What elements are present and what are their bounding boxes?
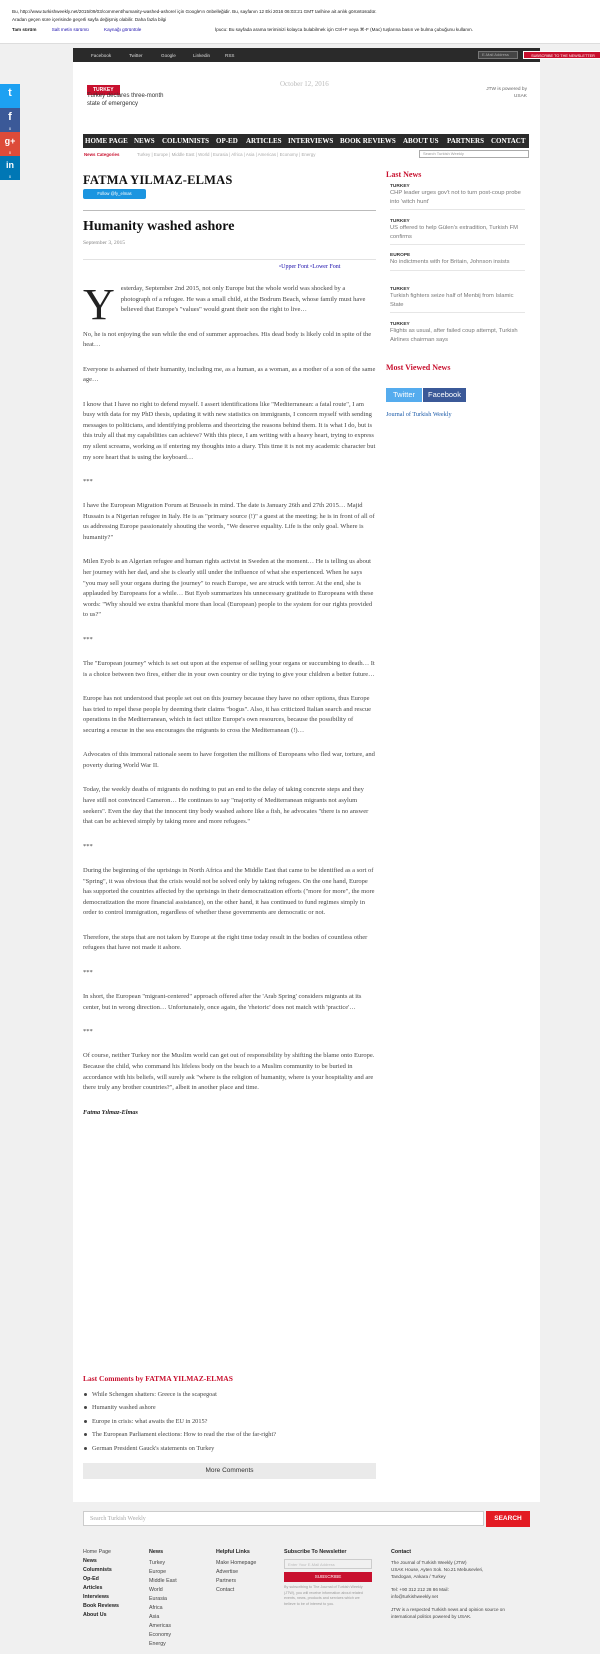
more-comments-button[interactable]: More Comments: [83, 1463, 376, 1479]
twitter-follow-label: Follow @fy_elmas: [97, 191, 132, 196]
cache-banner: [0, 0, 600, 44]
text-only-link[interactable]: Salt metin sürümü: [51, 27, 89, 32]
font-size-controls: [279, 264, 340, 270]
contact-name: The Journal of Turkish Weekly (JTW): [391, 1560, 467, 1565]
author-name[interactable]: FATMA YILMAZ-ELMAS: [83, 173, 233, 187]
section-separator: ***: [83, 842, 93, 850]
news-headline[interactable]: US offered to help Gülen's extradition, Turkish FM confirms: [390, 225, 518, 240]
share-count: 0: [8, 126, 12, 131]
last-comments-title: Last Comments by FATMA YILMAZ-ELMAS: [83, 1374, 233, 1383]
main-nav: [83, 134, 529, 148]
footer-link[interactable]: Europe: [149, 1569, 167, 1575]
news-headline[interactable]: Turkish fighters seize half of Menbij from Islamic State: [390, 293, 514, 308]
divider: [390, 209, 525, 210]
news-category: TURKEY: [390, 287, 410, 292]
nav-contact[interactable]: CONTACT: [491, 137, 526, 145]
nav-about-us[interactable]: ABOUT US: [403, 137, 439, 145]
article-paragraph: I have the European Migration Forum at Brussels in mind. The date is January 26th and 27th 2015… Majid Hussain is a Nigerian refugee in Italy. He is as "primary source (!)" a guest at the meeting; he is in front of all of us addressing Europe passionately shouting the words, "We deserve equality. Life is the only goal. Where is humanity?": [83, 502, 375, 542]
footer-link[interactable]: Turkey: [149, 1560, 165, 1566]
footer-heading: Helpful Links: [216, 1549, 250, 1555]
google-link[interactable]: Google: [161, 53, 176, 58]
top-bar: [73, 48, 595, 62]
nav-columnists[interactable]: COLUMNISTS: [162, 137, 210, 145]
comment-link[interactable]: German President Gauck's statements on Turkey: [83, 1442, 376, 1455]
view-source-link[interactable]: Kaynağı görüntüle: [104, 27, 142, 32]
article-paragraph: Of course, neither Turkey nor the Muslim world can get out of responsibility by shifting the blame onto Europe. Because the child, who command his lifeless body on the beach to a Muslim community to be buried in accordance with his beliefs, will surely ask "where is the religion of humanity, where is your hospitality and are there truly any brother countries?", albeit in another place and time.: [83, 1052, 375, 1092]
footer-link[interactable]: Energy: [149, 1641, 166, 1647]
nav-news[interactable]: NEWS: [134, 137, 155, 145]
nav-partners[interactable]: PARTNERS: [447, 137, 484, 145]
author-signature: Fatma Yılmaz-Elmas: [83, 1108, 138, 1116]
twitter-icon: t: [8, 87, 12, 99]
last-comments-list: [83, 1388, 376, 1455]
divider: [390, 312, 525, 313]
linkedin-link[interactable]: Linkedin: [193, 53, 211, 58]
footer-heading: Contact: [391, 1549, 412, 1555]
footer-heading: News: [149, 1549, 164, 1555]
article-paragraph: I know that I have no right to defend myself. I assert identifications like "Mediterranean: a fatal route", I am busy with data for my PhD thesis, updating it with new statistics on immigrants, I concern myself with sending messages to politicians, and identifying problems and theorizing the reasons behind them. It is what I do, but is this truly all that my capabilities can achieve? With this piece, I am writing with a heavy heart, trying to express my silent screams, working as if entering my thoughts into a diary. This time it is not my academic character but my sore heart that is using the keyboard…: [83, 400, 376, 461]
ticker-tag: TURKEY: [87, 85, 120, 95]
contact-address: Tandogan, Ankara / Turkey: [391, 1574, 446, 1579]
divider: [390, 270, 525, 271]
news-item[interactable]: [390, 184, 525, 210]
article-paragraph: The "European journey" which is set out upon at the expense of selling your organs or succumbing to death… It is a choice between two fires, either die in your own country or die trying to give your children a better future…: [83, 660, 375, 678]
news-category: EUROPE: [390, 253, 411, 258]
cache-note: Aradan geçen süre içerisinde geçerli sayfa değişmiş olabilir. Daha fazla bilgi: [12, 17, 167, 22]
article-title: Humanity washed ashore: [83, 219, 235, 234]
footer-link[interactable]: Middle East: [149, 1578, 177, 1584]
contact-phone: Tel: +90 312 212 28 86 Mail:: [391, 1587, 449, 1592]
footer-link[interactable]: Africa: [149, 1605, 163, 1611]
twitter-follow-button[interactable]: [83, 189, 146, 199]
news-category: TURKEY: [390, 184, 410, 189]
most-viewed-title: Most Viewed News: [386, 363, 451, 372]
newsletter-subscribe-button[interactable]: SUBSCRIBE: [284, 1572, 372, 1582]
footer-link[interactable]: About Us: [83, 1612, 107, 1618]
contact-about: JTW is a respected Turkish news and opinion source on international politics powered by USAK.: [391, 1607, 505, 1619]
news-categories-label: News Categories: [84, 152, 120, 157]
footer-contact-column: [391, 1548, 531, 1620]
news-categories-list[interactable]: Turkey | Europe | Middle East | World | Eurasia | Africa | Asia | Americas | Economy | Energy: [137, 152, 316, 157]
news-item[interactable]: [390, 322, 525, 344]
footer-link[interactable]: Book Reviews: [83, 1603, 119, 1609]
footer-link[interactable]: Eurasia: [149, 1596, 167, 1602]
section-separator: ***: [83, 477, 93, 485]
nav-articles[interactable]: ARTICLES: [246, 137, 282, 145]
comment-link[interactable]: The European Parliament elections: How to read the rise of the far-right?: [83, 1428, 376, 1441]
subscribe-newsletter-button[interactable]: SUBSCRIBE TO THE NEWSLETTER: [523, 51, 600, 59]
footer-link[interactable]: Make Homepage: [216, 1560, 257, 1566]
share-count: 0: [8, 150, 12, 155]
news-categories-bar: [83, 148, 529, 160]
tab-twitter[interactable]: Twitter: [386, 388, 422, 402]
comment-link[interactable]: Europe in crisis: what awaits the EU in 2015?: [83, 1415, 376, 1428]
google-plus-share-button[interactable]: [0, 132, 20, 156]
footer-link[interactable]: Economy: [149, 1632, 172, 1638]
nav-op-ed[interactable]: OP-ED: [216, 137, 238, 145]
footer-link[interactable]: Articles: [83, 1585, 103, 1591]
divider: [390, 244, 525, 245]
article-paragraph: Milen Eyob is an Algerian refugee and human rights activist in Sweden at the moment… He is telling us about her journey with her dad, and she is clearly still under the influence of what she experienced. When he says "you may sell your organs during the journey" to reach Europe, we are struck with terror. At the end, she is applauded by Europeans for a while… But Eyob summarizes his unnecessary gratitude to Europeans with these words: "Why should we extra thankful more than local (European) people to the system for our rights provided to us?": [83, 558, 374, 619]
news-item[interactable]: [390, 287, 525, 313]
news-item[interactable]: [390, 253, 525, 271]
comment-link[interactable]: While Schengen shatters: Greece is the scapegoat: [83, 1388, 376, 1401]
header-date: October 12, 2016: [280, 80, 329, 88]
footer-link[interactable]: World: [149, 1587, 163, 1593]
facebook-icon: f: [8, 111, 12, 123]
footer-news-column: [149, 1548, 177, 1649]
powered-by: JTW is powered by USAK: [486, 87, 527, 99]
linkedin-icon: in: [6, 160, 14, 170]
article-paragraph: Today, the weekly deaths of migrants do nothing to put an end to the delay of taking concrete steps and they have still not convinced Cameron… He continues to say "majority of Mediterranean migrants not asylum seekers". Even the day that the innocent tiny body washed ashore like a fish, he advocates "there is no answer that can be achieved simply by taking more and more refugees.": [83, 786, 369, 826]
twitter-link[interactable]: Twitter: [129, 53, 143, 58]
footer-heading: Subscribe To Newsletter: [284, 1549, 347, 1555]
section-separator: ***: [83, 968, 93, 976]
article-body: [83, 280, 376, 1132]
tab-facebook[interactable]: Facebook: [423, 388, 466, 402]
share-count: 0: [8, 174, 12, 179]
divider: [83, 259, 376, 260]
news-headline[interactable]: CHP leader urges gov't not to turn post-coup probe into 'witch hunt': [390, 190, 521, 205]
comment-link[interactable]: Humanity washed ashore: [83, 1401, 376, 1414]
footer-link[interactable]: Americas: [149, 1623, 172, 1629]
search-tip: İpucu: Bu sayfada arama teriminizi kolayca bulabilmek için Ctrl+F veya ⌘-F (Mac) tuşlarına basın ve bulma çubuğunu kullanın.: [215, 27, 474, 32]
nav-book-reviews[interactable]: BOOK REVIEWS: [340, 137, 396, 145]
upper-font-link[interactable]: ▫Upper Font: [279, 264, 309, 270]
lower-font-link[interactable]: ▫Lower Font: [310, 264, 341, 270]
rss-link[interactable]: RSS: [225, 53, 235, 58]
section-separator: ***: [83, 1028, 93, 1036]
footer-link[interactable]: Op-Ed: [83, 1576, 99, 1582]
full-version-link[interactable]: Tam sürüm: [12, 27, 37, 32]
footer-link[interactable]: Interviews: [83, 1594, 109, 1600]
footer-helpful-column: [216, 1548, 256, 1595]
facebook-link[interactable]: Facebook: [91, 53, 112, 58]
footer-link[interactable]: Partners: [216, 1578, 237, 1584]
article-date: September 3, 2015: [83, 240, 126, 246]
article-paragraph: Advocates of this immoral rationale seem to have forgotten the millions of Europeans who fled war, torture, and poverty during World War II.: [83, 751, 375, 769]
contact-email-link[interactable]: info@turkishweekly.net: [391, 1594, 438, 1599]
ticker-headline[interactable]: Turkey declares three-month state of emergency: [87, 93, 164, 107]
footer-link[interactable]: News: [83, 1558, 97, 1564]
nav-interviews[interactable]: INTERVIEWS: [288, 137, 334, 145]
article-paragraph: Therefore, the steps that are not taken by Europe at the right time today result in the bodies of countless other refugees that have not made it ashore.: [83, 933, 368, 952]
article-paragraph: In short, the European "migrant-centered" approach offered after the 'Arab Spring' considers migrants at its center, but in wrong direction… Unfortunately, once again, the 'rhetoric' does not match with 'practice'…: [83, 993, 362, 1011]
article-paragraph: Yesterday, September 2nd 2015, not only Europe but the whole world was shocked by a photograph of a refugee. He was a small child, at the Bodrum Beach, whose family must have believed that Europe's "values" would grant their son the right to live…: [83, 280, 366, 329]
cache-info: Bu, http://www.turkishweekly.net/2015/09/03/comment/humanity-washed-ashore/ için Google'ın önbelleğidir. Bu, sayfanın 12 Eki 2016 06:03:21 GMT tarihine ait anlık görüntüsüdür.: [12, 9, 377, 14]
news-headline[interactable]: Flights as usual, after failed coup attempt, Turkish Airlines chairman says: [390, 328, 518, 343]
drop-cap: Y: [83, 280, 115, 329]
news-category: TURKEY: [390, 322, 410, 327]
article-paragraph: No, he is not enjoying the sun while the end of summer approaches. His dead body is likely cold in spite of the heat…: [83, 330, 372, 349]
facebook-share-button[interactable]: [0, 108, 20, 132]
article-paragraph: During the beginning of the uprisings in North Africa and the Middle East that came to be identified as a sort of "Spring", it was obvious that the crisis would not be solved only by taking refugees. On the one hand, Europe has supported the countries affected by the uprisings in their democratization efforts ("more for more", the more democratization the more financial assistance), on the other hand, it has continued to fund regimes simply in order to control immigration, regardless of whether these governments are democratic or not.: [83, 866, 375, 917]
footer-search-button[interactable]: SEARCH: [486, 1511, 530, 1527]
news-category: TURKEY: [390, 219, 410, 224]
footer-link[interactable]: Asia: [149, 1614, 160, 1620]
newsletter-note: By subscribing to The Journal of Turkish Weekly (JTW), you will receive information about related events, news, products and services which we believe to be of interest to you.: [284, 1585, 363, 1606]
newsletter-email-input[interactable]: E-Mail Address: [478, 51, 518, 59]
newsletter-email-field[interactable]: Enter Your E-Mail Address: [284, 1559, 372, 1569]
footer-link[interactable]: Home Page: [83, 1549, 111, 1555]
nav-home-page[interactable]: HOME PAGE: [85, 137, 128, 145]
twitter-share-button[interactable]: [0, 84, 20, 108]
header-search-input[interactable]: Search Turkish Weekly: [419, 150, 529, 158]
footer-link[interactable]: Columnists: [83, 1567, 112, 1573]
footer-link[interactable]: Contact: [216, 1587, 235, 1593]
linkedin-share-button[interactable]: [0, 156, 20, 180]
footer-menu: [83, 1548, 119, 1620]
google-plus-icon: g+: [4, 136, 16, 146]
divider: [83, 210, 376, 211]
last-news-title: Last News: [386, 170, 422, 179]
news-item[interactable]: [390, 219, 525, 245]
article-paragraph: Everyone is ashamed of their humanity, including me, as a human, as a woman, as a mother of a son of the same age…: [83, 365, 376, 384]
footer-newsletter-column: [284, 1548, 372, 1607]
news-headline[interactable]: No indictments with for Britain, Johnson insists: [390, 259, 510, 265]
footer-search-input[interactable]: Search Turkish Weekly: [83, 1511, 484, 1526]
contact-address: USAK House, Ayten Sok. No.21 Mebusevleri,: [391, 1567, 484, 1572]
section-separator: ***: [83, 635, 93, 643]
jtw-link[interactable]: Journal of Turkish Weekly: [386, 411, 452, 418]
article-paragraph: Europe has not understood that people set out on this journey because they have no other options, thus Europe has tried to repel these people by deeming their claims "bogus". Also, it has criticized Italian search and rescue operations in the Mediterranean, which in fact utilize Europe's own resources, because the possibility of securing a rescue in the sea encourages the migrants to cross the Mediterranean (!)…: [83, 695, 371, 734]
footer-link[interactable]: Advertise: [216, 1569, 239, 1575]
